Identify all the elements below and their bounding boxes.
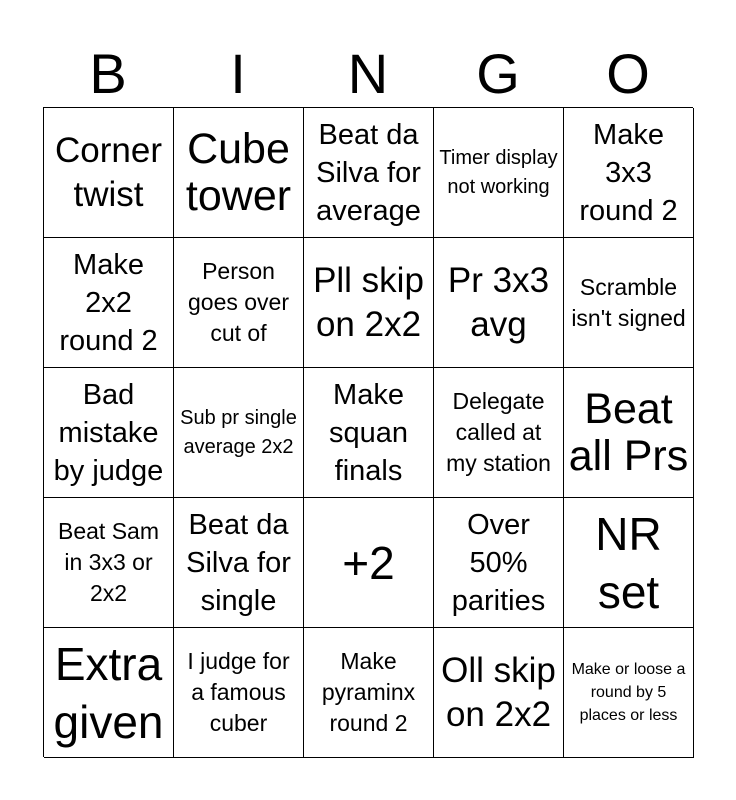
bingo-cell[interactable] <box>304 108 434 238</box>
cell-text: I judge for a famous cuber <box>187 648 290 736</box>
cell-text: Corner twist <box>55 130 162 214</box>
cell-text: Make 3x3 round 2 <box>579 118 678 227</box>
bingo-cell[interactable] <box>434 628 564 758</box>
cell-text: NR set <box>595 507 662 618</box>
cell-text: Over 50% parities <box>451 508 546 617</box>
bingo-cell[interactable] <box>434 238 564 368</box>
header-letter-o: O <box>606 42 650 105</box>
bingo-cell[interactable] <box>174 368 304 498</box>
header-letter-b: B <box>89 42 127 105</box>
cell-text: Make or loose a round by 5 places or less <box>571 661 686 724</box>
bingo-cell[interactable] <box>174 108 304 238</box>
cell-text: +2 <box>342 536 395 589</box>
cell-text: Oll skip on 2x2 <box>441 650 556 734</box>
bingo-cell[interactable] <box>174 238 304 368</box>
cell-text: Scramble isn't signed <box>571 273 686 331</box>
bingo-cell[interactable] <box>434 498 564 628</box>
header-letter-i: I <box>230 42 246 105</box>
cell-text: Beat all Prs <box>568 384 689 480</box>
bingo-cell[interactable] <box>564 498 694 628</box>
bingo-cell[interactable] <box>44 368 174 498</box>
cell-text: Timer display not working <box>439 146 558 198</box>
cell-text: Make squan finals <box>328 378 408 487</box>
bingo-cell[interactable] <box>304 498 434 628</box>
cell-text: Beat da Silva for average <box>316 118 421 227</box>
bingo-cell[interactable] <box>434 108 564 238</box>
bingo-cell[interactable] <box>564 108 694 238</box>
bingo-cell[interactable] <box>564 628 694 758</box>
bingo-cell[interactable] <box>304 368 434 498</box>
cell-text: Person goes over cut of <box>187 258 289 346</box>
bingo-header <box>43 40 693 108</box>
bingo-cell[interactable] <box>174 498 304 628</box>
cell-text: Sub pr single average 2x2 <box>180 406 297 458</box>
header-letter-n: N <box>347 42 389 105</box>
cell-text: Pll skip on 2x2 <box>313 260 424 344</box>
bingo-cell[interactable] <box>564 238 694 368</box>
header-letter-g: G <box>476 42 520 105</box>
bingo-cell[interactable] <box>44 238 174 368</box>
cell-text: Bad mistake by judge <box>53 378 164 487</box>
bingo-cell[interactable] <box>44 628 174 758</box>
cell-text: Delegate called at my station <box>446 388 551 476</box>
bingo-cell[interactable] <box>564 368 694 498</box>
bingo-cell[interactable] <box>44 498 174 628</box>
cell-text: Make 2x2 round 2 <box>59 248 158 357</box>
bingo-board <box>43 107 693 757</box>
cell-text: Pr 3x3 avg <box>447 260 550 344</box>
cell-text: Beat da Silva for single <box>186 508 291 617</box>
bingo-cell[interactable] <box>434 368 564 498</box>
bingo-cell[interactable] <box>174 628 304 758</box>
cell-text: Beat Sam in 3x3 or 2x2 <box>58 518 159 606</box>
bingo-cell[interactable] <box>304 238 434 368</box>
cell-text: Cube tower <box>185 124 292 220</box>
cell-text: Extra given <box>53 637 164 748</box>
bingo-cell[interactable] <box>304 628 434 758</box>
cell-text: Make pyraminx round 2 <box>321 648 416 736</box>
bingo-cell[interactable] <box>44 108 174 238</box>
